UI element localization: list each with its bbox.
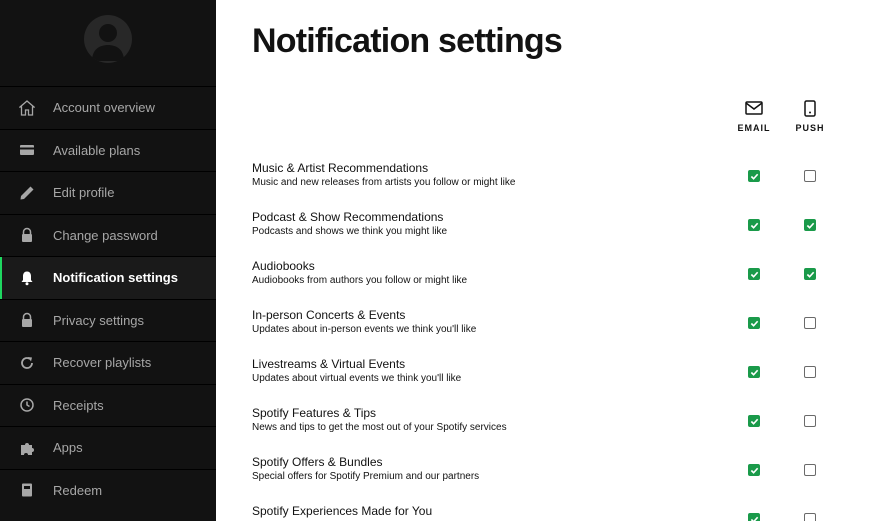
- card-icon: [17, 140, 37, 160]
- gift-card-icon: [17, 480, 37, 500]
- push-checkbox[interactable]: [804, 268, 816, 280]
- puzzle-icon: [17, 438, 37, 458]
- notification-row: [252, 258, 852, 307]
- sidebar-item-edit-profile[interactable]: [0, 171, 216, 214]
- sidebar: [0, 0, 216, 521]
- email-checkbox[interactable]: [748, 317, 760, 329]
- row-description: Audiobooks from authors you follow or might like: [252, 275, 468, 286]
- row-title: Podcast & Show Recommendations: [252, 210, 444, 224]
- sidebar-item-label: Receipts: [53, 397, 104, 413]
- pencil-icon: [17, 183, 37, 203]
- notification-row: [252, 160, 852, 209]
- push-checkbox[interactable]: [804, 464, 816, 476]
- sidebar-item-account-overview[interactable]: [0, 86, 216, 129]
- email-checkbox[interactable]: [748, 464, 760, 476]
- row-description: Updates about in-person events we think you'll like: [252, 324, 477, 335]
- email-column-label: EMAIL: [737, 123, 771, 133]
- row-title: Livestreams & Virtual Events: [252, 357, 406, 371]
- bell-icon: [17, 268, 37, 288]
- push-checkbox[interactable]: [804, 170, 816, 182]
- sidebar-item-privacy-settings[interactable]: [0, 299, 216, 342]
- checkmark-icon: [750, 368, 759, 377]
- row-description: Music and new releases from artists you follow or might like: [252, 177, 516, 188]
- sidebar-item-redeem[interactable]: [0, 469, 216, 512]
- push-checkbox[interactable]: [804, 317, 816, 329]
- home-icon: [17, 98, 37, 118]
- row-description: Special offers for Spotify Premium and our partners: [252, 471, 480, 482]
- clock-icon: [17, 395, 37, 415]
- push-checkbox[interactable]: [804, 513, 816, 521]
- notification-row: [252, 405, 852, 454]
- email-checkbox[interactable]: [748, 415, 760, 427]
- refresh-icon: [17, 353, 37, 373]
- push-column-label: PUSH: [795, 123, 825, 133]
- sidebar-item-apps[interactable]: [0, 426, 216, 469]
- email-checkbox[interactable]: [748, 170, 760, 182]
- row-title: Music & Artist Recommendations: [252, 161, 429, 175]
- row-description: News and tips to get the most out of your Spotify services: [252, 422, 507, 433]
- email-checkbox[interactable]: [748, 219, 760, 231]
- notification-row: [252, 503, 852, 521]
- notification-list: [252, 160, 852, 521]
- row-title: In-person Concerts & Events: [252, 308, 406, 322]
- row-title: Spotify Experiences Made for You: [252, 504, 433, 518]
- phone-icon: [780, 98, 840, 118]
- checkmark-icon: [750, 221, 759, 230]
- checkmark-icon: [750, 466, 759, 475]
- lock-icon: [17, 225, 37, 245]
- push-checkbox[interactable]: [804, 219, 816, 231]
- row-title: Spotify Features & Tips: [252, 406, 377, 420]
- row-description: Podcasts and shows we think you might like: [252, 226, 448, 237]
- push-checkbox[interactable]: [804, 415, 816, 427]
- sidebar-item-receipts[interactable]: [0, 384, 216, 427]
- row-title: Spotify Offers & Bundles: [252, 455, 383, 469]
- sidebar-item-recover-playlists[interactable]: [0, 341, 216, 384]
- notification-row: [252, 307, 852, 356]
- sidebar-item-label: Edit profile: [53, 185, 115, 201]
- row-description: Updates about virtual events we think you'll like: [252, 373, 462, 384]
- sidebar-item-available-plans[interactable]: [0, 129, 216, 172]
- lock-icon: [17, 310, 37, 330]
- user-icon: [84, 15, 132, 63]
- email-checkbox[interactable]: [748, 268, 760, 280]
- checkmark-icon: [750, 270, 759, 279]
- sidebar-item-label: Recover playlists: [53, 355, 152, 371]
- sidebar-item-label: Notification settings: [53, 270, 178, 286]
- avatar-area: [0, 0, 216, 86]
- email-checkbox[interactable]: [748, 366, 760, 378]
- checkmark-icon: [750, 515, 759, 521]
- checkmark-icon: [806, 221, 815, 230]
- checkmark-icon: [750, 319, 759, 328]
- email-column-header: [724, 98, 784, 133]
- push-checkbox[interactable]: [804, 366, 816, 378]
- checkmark-icon: [750, 172, 759, 181]
- checkmark-icon: [806, 270, 815, 279]
- sidebar-nav: [0, 86, 216, 511]
- row-title: Audiobooks: [252, 259, 315, 273]
- notification-row: [252, 356, 852, 405]
- notification-row: [252, 454, 852, 503]
- main-content: [216, 0, 875, 521]
- sidebar-item-label: Account overview: [53, 100, 155, 116]
- page-title: Notification settings: [252, 22, 562, 60]
- sidebar-item-label: Privacy settings: [53, 312, 145, 328]
- push-column-header: [780, 98, 840, 133]
- sidebar-item-change-password[interactable]: [0, 214, 216, 257]
- sidebar-item-label: Apps: [53, 440, 83, 456]
- sidebar-item-label: Change password: [53, 227, 158, 243]
- notification-row: [252, 209, 852, 258]
- sidebar-item-label: Available plans: [53, 142, 141, 158]
- envelope-icon: [724, 98, 784, 118]
- email-checkbox[interactable]: [748, 513, 760, 521]
- sidebar-item-notification-settings[interactable]: [0, 256, 216, 299]
- checkmark-icon: [750, 417, 759, 426]
- sidebar-item-label: Redeem: [53, 482, 103, 498]
- avatar[interactable]: [84, 15, 132, 63]
